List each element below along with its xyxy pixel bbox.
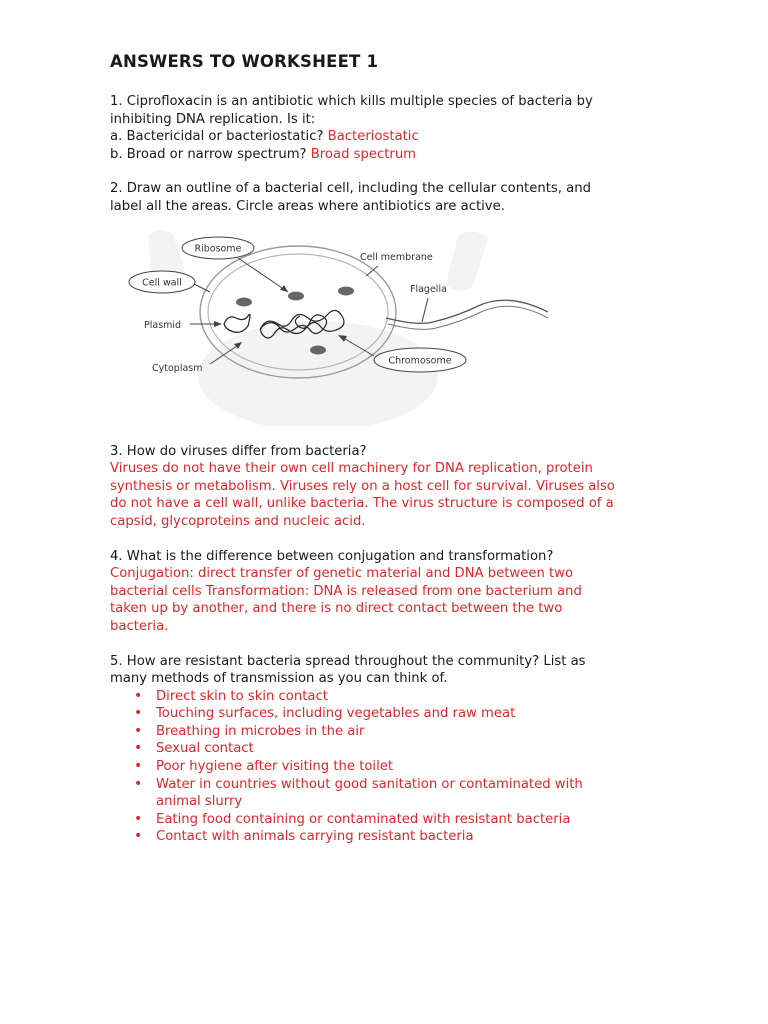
flagellum-inner — [388, 306, 548, 329]
ribosome — [236, 298, 252, 307]
plasmid — [224, 314, 250, 332]
transmission-list — [110, 688, 670, 846]
q4-answer-line-1: Conjugation: direct transfer of genetic material and DNA between two — [110, 566, 574, 582]
q4-answer-line-4: bacteria. — [110, 618, 169, 634]
q5-line-1: 5. How are resistant bacteria spread throughout the community? List as — [110, 653, 586, 669]
q1-b-answer: Broad spectrum — [310, 146, 417, 162]
cell-membrane-label: Cell membrane — [360, 252, 433, 263]
q3-answer-line-4: capsid, glycoproteins and nucleic acid. — [110, 513, 366, 529]
flagella-pointer — [422, 298, 428, 322]
list-item — [134, 776, 670, 811]
cell-membrane-pointer — [366, 266, 378, 276]
q4-answer-line-2: bacterial cells Transformation: DNA is released from one bacterium and — [110, 583, 582, 599]
ribosome — [288, 292, 304, 301]
cytoplasm-label: Cytoplasm — [152, 363, 203, 374]
bacterial-cell-diagram — [128, 226, 568, 426]
flagella-label: Flagella — [410, 284, 447, 295]
q1-line-2: inhibiting DNA replication. Is it: — [110, 111, 316, 127]
question-1 — [110, 93, 670, 163]
q4-question: 4. What is the difference between conjugation and transformation? — [110, 548, 554, 564]
q2-line-1: 2. Draw an outline of a bacterial cell, including the cellular contents, and — [110, 181, 591, 197]
plasmid-label: Plasmid — [144, 320, 182, 331]
flagellum — [386, 300, 548, 323]
q5-line-2: many methods of transmission as you can think of. — [110, 671, 448, 687]
cell-wall-pointer — [194, 284, 210, 292]
ribosome — [338, 287, 354, 296]
list-item-text: Water in countries without good sanitation or contaminated with — [156, 776, 583, 792]
q1-a-answer: Bacteriostatic — [327, 129, 419, 145]
question-3 — [110, 443, 670, 531]
arrowhead — [280, 285, 288, 292]
arrowhead — [214, 321, 222, 327]
list-item: • Eating food containing or contaminated with resistant bacteria — [134, 811, 670, 829]
q1-line-1: 1. Ciprofloxacin is an antibiotic which kills multiple species of bacteria by — [110, 94, 593, 109]
q3-answer-line-3: do not have a cell wall, unlike bacteria. The virus structure is composed of a — [110, 496, 614, 512]
q3-question: 3. How do viruses differ from bacteria? — [110, 443, 367, 459]
worksheet-page — [110, 52, 670, 846]
ribosome — [310, 346, 326, 355]
q1-part-a — [110, 128, 670, 146]
q2-line-2: label all the areas. Circle areas where antibiotics are active. — [110, 198, 505, 214]
list-item: • Breathing in microbes in the air — [134, 723, 670, 741]
cell-wall-label: Cell wall — [142, 277, 182, 289]
q1-part-b — [110, 146, 670, 164]
chromosome-label: Chromosome — [388, 355, 452, 367]
list-item-continuation: animal slurry — [156, 794, 243, 810]
list-item: • Sexual contact — [134, 740, 670, 758]
page-title: ANSWERS TO WORKSHEET 1 — [110, 52, 379, 71]
ribosome-pointer — [238, 258, 288, 292]
question-5 — [110, 653, 670, 847]
q3-answer-line-2: synthesis or metabolism. Viruses rely on a host cell for survival. Viruses also — [110, 478, 615, 494]
question-2 — [110, 180, 670, 215]
q1-b-prompt: b. Broad or narrow spectrum? — [110, 146, 311, 162]
q4-answer-line-3: taken up by another, and there is no direct contact between the two — [110, 601, 563, 617]
q1-a-prompt: a. Bactericidal or bacteriostatic? — [110, 129, 328, 145]
list-item: • Contact with animals carrying resistant bacteria — [134, 828, 670, 846]
question-4 — [110, 548, 670, 636]
list-item: • Direct skin to skin contact — [134, 688, 670, 706]
list-item: • Touching surfaces, including vegetables and raw meat — [134, 705, 670, 723]
list-item: • Poor hygiene after visiting the toilet — [134, 758, 670, 776]
q3-answer-line-1: Viruses do not have their own cell machinery for DNA replication, protein — [110, 461, 593, 477]
ribosome-label: Ribosome — [194, 243, 242, 255]
